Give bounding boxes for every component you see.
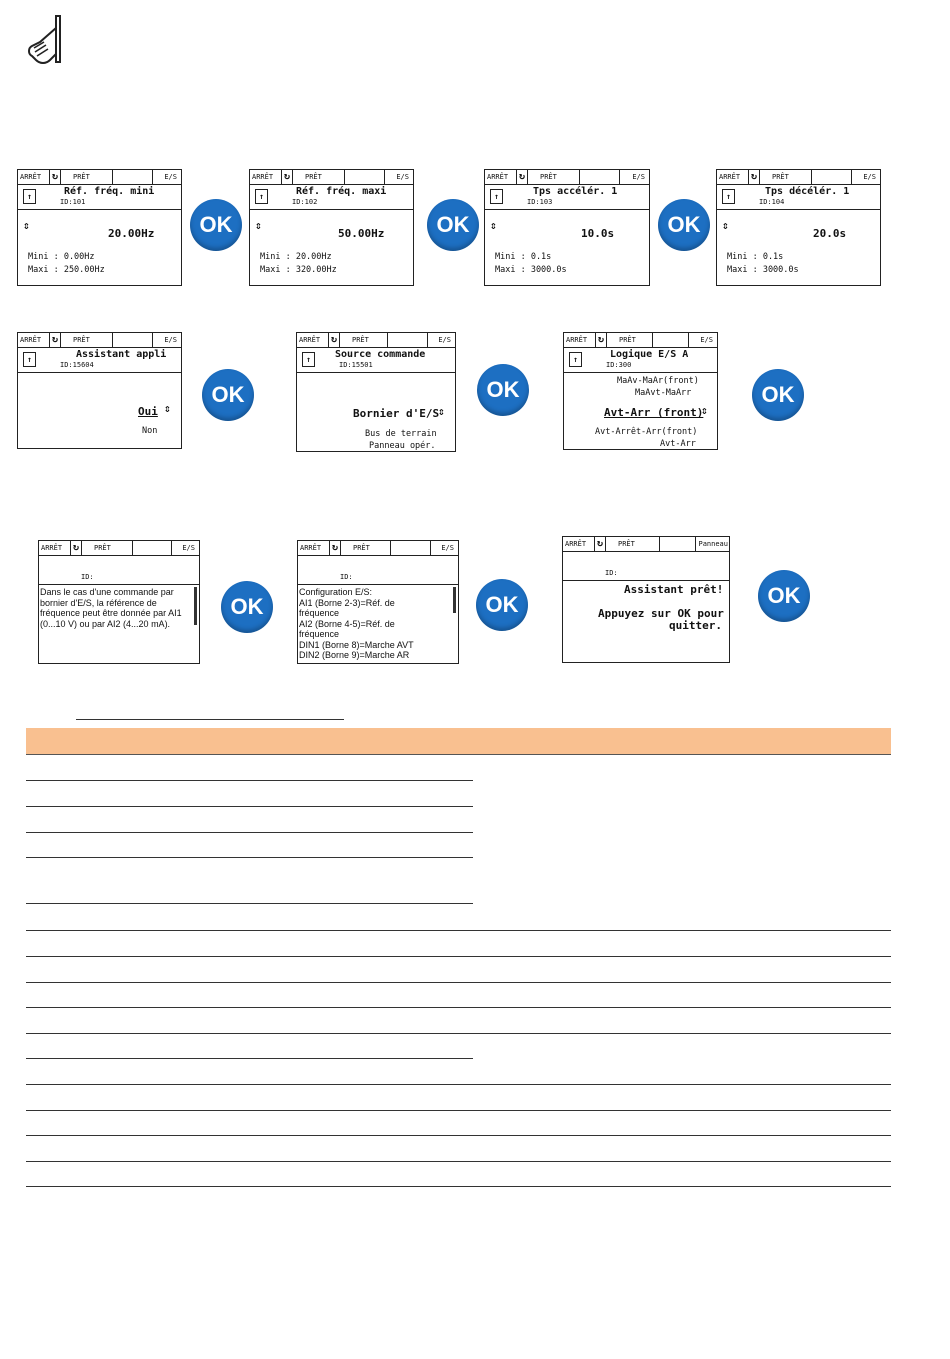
up-down-arrows-icon: ⇕ — [23, 219, 30, 232]
keypad-screen-accel-time — [484, 169, 650, 286]
param-title-bar — [39, 556, 199, 585]
param-id: ID:101 — [60, 198, 86, 206]
param-title-bar — [297, 348, 455, 373]
status-control-place: E/S — [164, 336, 177, 344]
keypad-screen-app-wizard — [17, 332, 182, 449]
parameter-icon: ↑ — [490, 189, 503, 204]
param-id: ID:15604 — [60, 361, 94, 369]
status-control-place: E/S — [396, 173, 409, 181]
config-line: DIN2 (Borne 9)=Marche AR — [299, 650, 410, 660]
option: Avt-Arr — [660, 439, 696, 449]
selected-option: Avt-Arr (front) — [604, 406, 704, 419]
keypad-screen-wizard-ready — [562, 536, 730, 663]
param-name: Réf. fréq. maxi — [296, 186, 387, 197]
param-min: Mini : 20.00Hz — [260, 252, 332, 262]
keypad-screen-max-freq — [249, 169, 414, 286]
option: MaAvt-MaArr — [635, 388, 692, 398]
param-name: Assistant appli — [76, 349, 167, 360]
status-ready: PRÊT — [352, 336, 369, 344]
up-down-arrows-icon: ⇕ — [438, 405, 445, 418]
status-bar — [18, 170, 181, 185]
status-bar — [39, 541, 199, 556]
table-row-line — [26, 903, 473, 904]
rotation-icon: ↻ — [748, 170, 760, 184]
table-row-line — [26, 930, 891, 931]
param-title-bar — [250, 185, 413, 210]
selected-option: Bornier d'E/S — [353, 407, 440, 420]
param-name: Source commande — [335, 349, 426, 360]
param-value: 20.00Hz — [108, 227, 155, 240]
param-title-bar — [485, 185, 649, 210]
status-stop: ARRÊT — [41, 544, 63, 552]
keypad-screen-help-info — [38, 540, 200, 664]
up-down-arrows-icon: ⇕ — [255, 219, 262, 232]
status-control-place: E/S — [164, 173, 177, 181]
status-stop: ARRÊT — [566, 336, 588, 344]
ok-button[interactable]: OK — [476, 579, 528, 631]
status-control-place: E/S — [863, 173, 876, 181]
param-max: Maxi : 250.00Hz — [28, 265, 105, 275]
parameter-icon: ↑ — [23, 189, 36, 204]
exit-instruction-cont: quitter. — [669, 619, 722, 632]
scrollbar[interactable] — [453, 587, 456, 613]
keypad-screen-control-source — [296, 332, 456, 452]
keypad-screen-decel-time — [716, 169, 881, 286]
pointing-hand-icon — [26, 14, 64, 66]
param-name: Tps accélér. 1 — [533, 186, 618, 197]
param-id: ID:104 — [759, 198, 785, 206]
rotation-icon: ↻ — [70, 541, 82, 555]
ok-button[interactable]: OK — [221, 581, 273, 633]
param-title-bar — [717, 185, 880, 210]
status-control-place: E/S — [441, 544, 454, 552]
rotation-icon: ↻ — [328, 333, 340, 347]
ok-button[interactable]: OK — [658, 199, 710, 251]
help-text: Dans le cas d'une commande par bornier d'E/S, la référence de fréquence peut être donnée par AI1 (0...10 V) ou par AI2 (4...20 mA). — [40, 587, 182, 629]
param-value: 50.00Hz — [338, 227, 385, 240]
rotation-icon: ↻ — [281, 170, 293, 184]
status-bar — [563, 537, 729, 552]
status-bar — [18, 333, 181, 348]
status-ready: PRÊT — [73, 336, 90, 344]
rotation-icon: ↻ — [329, 541, 341, 555]
status-stop: ARRÊT — [20, 173, 42, 181]
param-title-bar — [18, 348, 181, 373]
table-row-line — [26, 832, 473, 833]
config-line: DIN1 (Borne 8)=Marche AVT — [299, 639, 414, 650]
parameter-icon: ↑ — [569, 352, 582, 367]
status-ready: PRÊT — [618, 540, 635, 548]
param-min: Mini : 0.00Hz — [28, 252, 95, 262]
status-stop: ARRÊT — [719, 173, 741, 181]
param-id: ID:102 — [292, 198, 318, 206]
table-row-line — [26, 1161, 891, 1162]
status-bar — [564, 333, 717, 348]
option: Bus de terrain — [365, 429, 437, 439]
option: Non — [142, 426, 158, 436]
ok-button[interactable]: OK — [752, 369, 804, 421]
config-line: AI1 (Borne 2-3)=Réf. de — [299, 597, 395, 608]
status-control-place: E/S — [438, 336, 451, 344]
status-bar — [485, 170, 649, 185]
parameter-icon: ↑ — [302, 352, 315, 367]
ok-button[interactable]: OK — [477, 364, 529, 416]
ok-button[interactable]: OK — [202, 369, 254, 421]
status-ready: PRÊT — [619, 336, 636, 344]
rotation-icon: ↻ — [594, 537, 606, 551]
status-stop: ARRÊT — [487, 173, 509, 181]
io-config-text — [299, 587, 449, 661]
param-name: Logique E/S A — [610, 349, 689, 360]
status-control-place: Panneau — [698, 540, 728, 548]
config-line: Configuration E/S: — [299, 587, 373, 597]
param-id: ID:300 — [606, 361, 632, 369]
option: Avt-Arrêt-Arr(front) — [595, 427, 698, 437]
table-row-line — [26, 857, 473, 858]
option: MaAv-MaAr(front) — [617, 376, 699, 386]
scrollbar[interactable] — [194, 587, 197, 625]
status-bar — [297, 333, 455, 348]
table-row-line — [26, 1033, 891, 1034]
status-ready: PRÊT — [305, 173, 322, 181]
param-title-bar — [563, 552, 729, 581]
param-title-bar — [18, 185, 181, 210]
up-down-arrows-icon: ⇕ — [490, 219, 497, 232]
config-line: fréquence — [299, 629, 340, 639]
rotation-icon: ↻ — [49, 333, 61, 347]
status-stop: ARRÊT — [20, 336, 42, 344]
up-down-arrows-icon: ⇕ — [722, 219, 729, 232]
param-value: 20.0s — [813, 227, 847, 240]
param-id: ID:103 — [527, 198, 553, 206]
status-ready: PRÊT — [353, 544, 370, 552]
status-stop: ARRÊT — [565, 540, 587, 548]
param-id: ID: — [340, 573, 353, 581]
ok-button[interactable]: OK — [758, 570, 810, 622]
table-row-line — [26, 1058, 473, 1059]
status-ready: PRÊT — [540, 173, 557, 181]
status-ready: PRÊT — [772, 173, 789, 181]
param-name: Réf. fréq. mini — [64, 186, 155, 197]
parameter-icon: ↑ — [255, 189, 268, 204]
config-line: AI2 (Borne 4-5)=Réf. de — [299, 618, 395, 629]
selected-option: Oui — [138, 405, 158, 418]
ok-button[interactable]: OK — [427, 199, 479, 251]
param-value: 10.0s — [581, 227, 615, 240]
status-control-place: E/S — [632, 173, 645, 181]
rotation-icon: ↻ — [595, 333, 607, 347]
up-down-arrows-icon: ⇕ — [701, 404, 708, 417]
status-stop: ARRÊT — [300, 544, 322, 552]
param-id: ID: — [81, 573, 94, 581]
table-row-line — [26, 982, 891, 983]
config-line: fréquence — [299, 608, 340, 618]
param-id: ID:15501 — [339, 361, 373, 369]
status-stop: ARRÊT — [299, 336, 321, 344]
ok-button[interactable]: OK — [190, 199, 242, 251]
keypad-screen-min-freq — [17, 169, 182, 286]
table-row-line — [26, 1110, 891, 1111]
status-stop: ARRÊT — [252, 173, 274, 181]
option: Panneau opér. — [369, 441, 436, 451]
caption-underline — [76, 719, 344, 720]
param-max: Maxi : 3000.0s — [727, 265, 799, 275]
table-row-line — [26, 1135, 891, 1136]
table-row-line — [26, 1084, 891, 1085]
status-bar — [298, 541, 458, 556]
param-min: Mini : 0.1s — [495, 252, 552, 262]
exit-instruction: Appuyez sur OK pour — [598, 607, 724, 620]
param-title-bar — [564, 348, 717, 373]
rotation-icon: ↻ — [516, 170, 528, 184]
status-control-place: E/S — [182, 544, 195, 552]
wizard-ready-message: Assistant prêt! — [624, 583, 724, 596]
param-max: Maxi : 3000.0s — [495, 265, 567, 275]
table-row-line — [26, 956, 891, 957]
status-ready: PRÊT — [73, 173, 90, 181]
keypad-screen-io-logic — [563, 332, 718, 450]
param-name: Tps décélér. 1 — [765, 186, 850, 197]
table-row-line — [26, 780, 473, 781]
status-bar — [717, 170, 880, 185]
param-max: Maxi : 320.00Hz — [260, 265, 337, 275]
param-title-bar — [298, 556, 458, 585]
param-min: Mini : 0.1s — [727, 252, 784, 262]
keypad-screen-io-config — [297, 540, 459, 664]
status-bar — [250, 170, 413, 185]
table-row-line — [26, 806, 473, 807]
param-id: ID: — [605, 569, 618, 577]
table-row-line — [26, 1186, 891, 1187]
up-down-arrows-icon: ⇕ — [164, 402, 171, 415]
rotation-icon: ↻ — [49, 170, 61, 184]
table-header — [26, 728, 891, 755]
status-ready: PRÊT — [94, 544, 111, 552]
parameter-icon: ↑ — [23, 352, 36, 367]
parameter-icon: ↑ — [722, 189, 735, 204]
table-row-line — [26, 1007, 891, 1008]
status-control-place: E/S — [700, 336, 713, 344]
